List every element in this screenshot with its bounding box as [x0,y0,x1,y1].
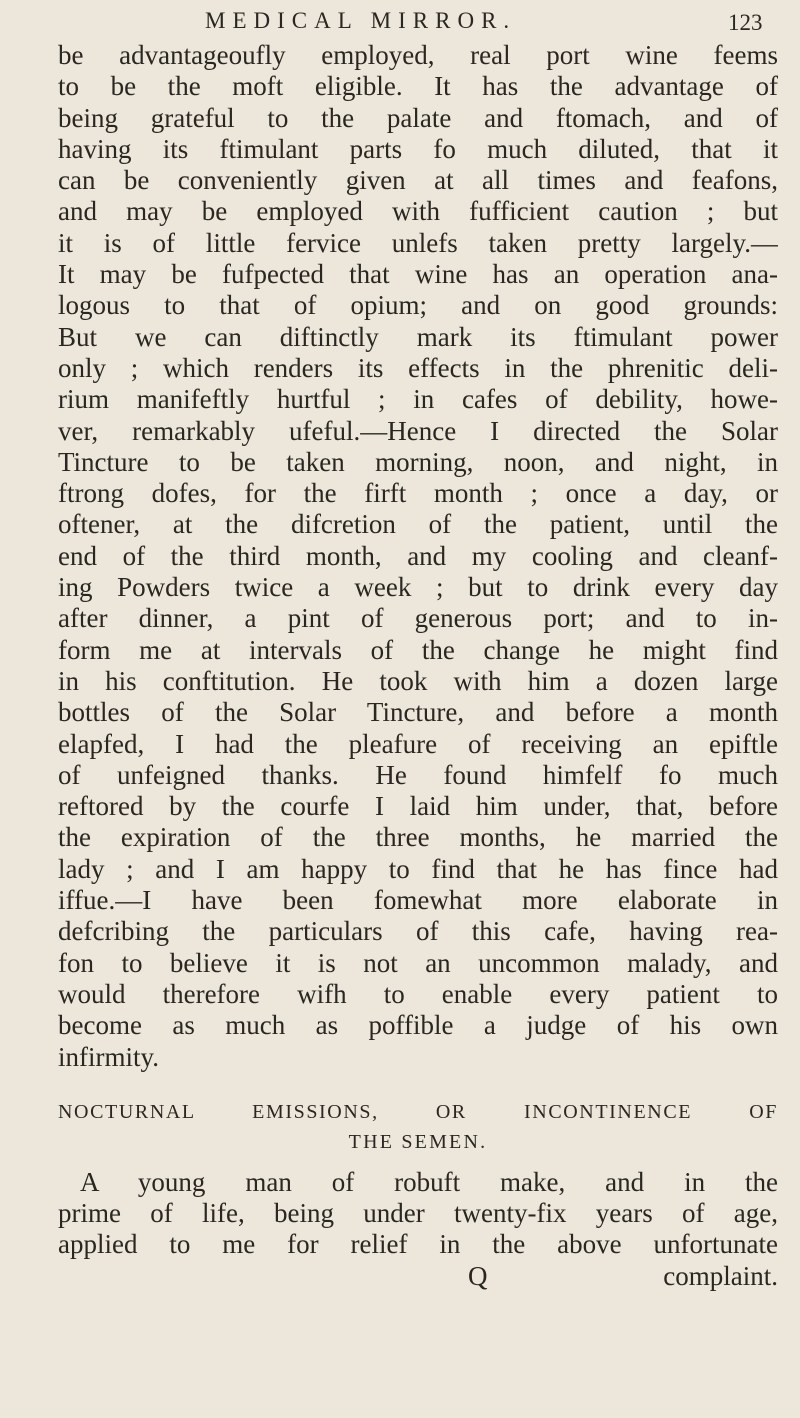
text-line: after dinner, a pint of generous port; and to in- [58,603,778,634]
paragraph-2 [58,1167,778,1261]
section-heading-line-1: NOCTURNAL EMISSIONS, OR INCONTINENCE OF [58,1100,778,1123]
text-line: it is of little fervice unlefs taken pretty largely.— [58,227,778,258]
text-line: oftener, at the difcretion of the patient, until the [58,509,778,540]
text-line: lady ; and I am happy to find that he has fince had [58,853,778,884]
section-heading [58,1097,778,1157]
text-line: and may be employed with fufficient caution ; but [58,196,778,227]
catchword: complaint. [663,1260,778,1291]
text-line: elapfed, I had the pleafure of receiving an epiftle [58,728,778,759]
text-line: of unfeigned thanks. He found himfelf fo much [58,759,778,790]
text-line: defcribing the particulars of this cafe, having rea- [58,916,778,947]
text-line: the expiration of the three months, he married the [58,822,778,853]
text-line: form me at intervals of the change he might find [58,634,778,665]
section-heading-line-2: THE SEMEN. [348,1130,488,1153]
section-spacer [58,1073,778,1097]
text-line: become as much as poffible a judge of his own [58,1010,778,1041]
text-line: prime of life, being under twenty-fix years of age, [58,1198,778,1229]
text-line: bottles of the Solar Tincture, and before a month [58,697,778,728]
text-line: ing Powders twice a week ; but to drink every day [58,572,778,603]
running-head: MEDICAL MIRROR. [205,8,517,33]
text-line: only ; which renders its effects in the phrenitic deli- [58,352,778,383]
page-number: 123 [728,10,763,35]
text-line: reftored by the courfe I laid him under, that, before [58,791,778,822]
text-line: rium manifeftly hurtful ; in cafes of debility, howe- [58,384,778,415]
signature-mark: Q [468,1260,488,1291]
page-header [0,8,800,38]
text-line: iffue.—I have been fomewhat more elaborate in [58,885,778,916]
page-footer [58,1261,778,1292]
text-line: It may be fufpected that wine has an operation ana- [58,259,778,290]
heading-spacer [58,1157,778,1167]
text-line: ver, remarkably ufeful.—Hence I directed the Solar [58,415,778,446]
text-line: being grateful to the palate and ftomach, and of [58,102,778,133]
text-line: be advantageoufly employed, real port wine feems [58,40,778,70]
text-line: to be the moft eligible. It has the advantage of [58,71,778,102]
paragraph-1 [58,40,778,1073]
text-line: applied to me for relief in the above unfortunate [58,1229,778,1260]
text-line: in his conftitution. He took with him a dozen large [58,665,778,696]
text-line: Tincture to be taken morning, noon, and night, in [58,446,778,477]
text-line: ftrong dofes, for the firft month ; once a day, or [58,478,778,509]
text-line: A young man of robuft make, and in the [80,1166,778,1197]
text-line: fon to believe it is not an uncommon malady, and [58,947,778,978]
text-line: end of the third month, and my cooling and cleanf- [58,540,778,571]
text-line: logous to that of opium; and on good grounds: [58,290,778,321]
text-line: infirmity. [58,1041,159,1072]
text-line: having its ftimulant parts fo much diluted, that it [58,133,778,164]
text-line: would therefore wifh to enable every patient to [58,978,778,1009]
text-line: But we can diftinctly mark its ftimulant power [58,321,778,352]
body-text [58,40,778,1292]
text-line: can be conveniently given at all times and feafons, [58,165,778,196]
